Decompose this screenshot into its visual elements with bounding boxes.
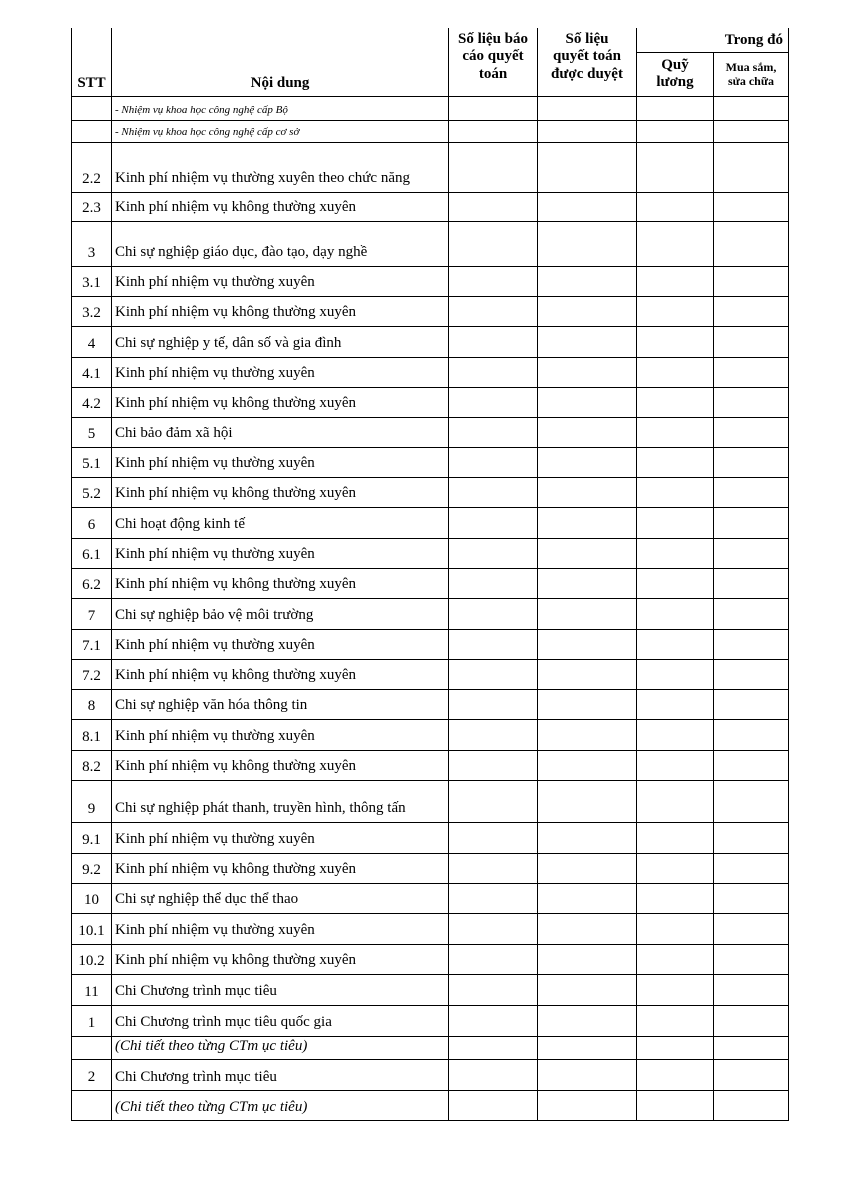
cell-bao-cao (449, 780, 538, 822)
cell-quy-luong (637, 142, 714, 192)
cell-bao-cao (449, 266, 538, 296)
row-content: Kinh phí nhiệm vụ thường xuyên (112, 913, 449, 944)
header-stt: STT (72, 28, 112, 96)
header-so-lieu-duyet-line3: được duyệt (551, 65, 623, 82)
row-content: Chi hoạt động kinh tế (112, 507, 449, 538)
cell-bao-cao (449, 326, 538, 357)
cell-bao-cao (449, 538, 538, 568)
row-content: - Nhiệm vụ khoa học công nghệ cấp cơ sở (112, 120, 449, 142)
row-content: Kinh phí nhiệm vụ thường xuyên (112, 357, 449, 387)
table-row (72, 96, 789, 120)
cell-quy-luong (637, 296, 714, 326)
cell-bao-cao (449, 192, 538, 221)
cell-mua-sam (714, 192, 789, 221)
cell-quy-luong (637, 387, 714, 417)
row-content: Kinh phí nhiệm vụ thường xuyên theo chức năng (112, 142, 449, 192)
cell-duyet (538, 598, 637, 629)
cell-quy-luong (637, 326, 714, 357)
cell-bao-cao (449, 507, 538, 538)
cell-quy-luong (637, 974, 714, 1005)
row-content: Chi sự nghiệp y tế, dân số và gia đình (112, 326, 449, 357)
table-row (72, 750, 789, 780)
header-quy-luong-line1: Quỹ (661, 56, 689, 73)
row-content: Kinh phí nhiệm vụ thường xuyên (112, 266, 449, 296)
row-content: - Nhiệm vụ khoa học công nghệ cấp Bộ (112, 96, 449, 120)
table-row (72, 357, 789, 387)
table-row (72, 538, 789, 568)
cell-duyet (538, 1060, 637, 1091)
header-quy-luong-line2: lương (656, 74, 694, 90)
row-content: Chi sự nghiệp phát thanh, truyền hình, thông tấn (112, 780, 449, 822)
table-row (72, 326, 789, 357)
cell-mua-sam (714, 944, 789, 974)
row-content: Kinh phí nhiệm vụ không thường xuyên (112, 477, 449, 507)
row-stt: 10 (72, 883, 112, 913)
cell-mua-sam (714, 357, 789, 387)
cell-duyet (538, 780, 637, 822)
cell-mua-sam (714, 477, 789, 507)
cell-bao-cao (449, 822, 538, 853)
row-stt (72, 120, 112, 142)
row-stt: 9.1 (72, 822, 112, 853)
header-so-lieu-duyet-line2: quyết toán (553, 48, 621, 65)
row-content: Kinh phí nhiệm vụ thường xuyên (112, 538, 449, 568)
cell-duyet (538, 659, 637, 689)
row-stt: 9 (72, 780, 112, 822)
cell-duyet (538, 387, 637, 417)
row-stt: 3.2 (72, 296, 112, 326)
header-mua-sam-line2: sửa chữa (727, 74, 775, 88)
table-body (72, 96, 789, 1121)
cell-quy-luong (637, 221, 714, 266)
cell-duyet (538, 689, 637, 719)
row-stt: 10.1 (72, 913, 112, 944)
row-stt: 7.2 (72, 659, 112, 689)
cell-quy-luong (637, 1005, 714, 1036)
table-row (72, 780, 789, 822)
table-row (72, 853, 789, 883)
table-row (72, 1036, 789, 1060)
table-row (72, 944, 789, 974)
budget-settlement-table (71, 28, 789, 1121)
header-so-lieu-duyet-line1: Số liệu (565, 31, 609, 47)
cell-mua-sam (714, 822, 789, 853)
table-row (72, 598, 789, 629)
cell-bao-cao (449, 568, 538, 598)
cell-mua-sam (714, 913, 789, 944)
cell-duyet (538, 357, 637, 387)
cell-bao-cao (449, 598, 538, 629)
cell-quy-luong (637, 750, 714, 780)
cell-duyet (538, 221, 637, 266)
table-row (72, 1060, 789, 1091)
cell-bao-cao (449, 689, 538, 719)
header-so-lieu-duyet (538, 28, 637, 96)
row-stt: 11 (72, 974, 112, 1005)
row-content: (Chi tiết theo từng CTm ục tiêu) (112, 1036, 449, 1060)
cell-bao-cao (449, 1036, 538, 1060)
row-stt: 9.2 (72, 853, 112, 883)
row-content: Kinh phí nhiệm vụ thường xuyên (112, 629, 449, 659)
header-trong-do: Trong đó (637, 28, 789, 52)
table-row (72, 221, 789, 266)
cell-mua-sam (714, 568, 789, 598)
cell-mua-sam (714, 974, 789, 1005)
cell-mua-sam (714, 538, 789, 568)
cell-bao-cao (449, 719, 538, 750)
row-content: Kinh phí nhiệm vụ không thường xuyên (112, 944, 449, 974)
cell-duyet (538, 326, 637, 357)
cell-mua-sam (714, 1060, 789, 1091)
cell-mua-sam (714, 507, 789, 538)
row-stt: 5.2 (72, 477, 112, 507)
cell-quy-luong (637, 192, 714, 221)
header-mua-sam-line1: Mua sắm, (725, 59, 777, 74)
cell-bao-cao (449, 944, 538, 974)
row-stt: 2.2 (72, 142, 112, 192)
row-content: Chi Chương trình mục tiêu (112, 974, 449, 1005)
cell-bao-cao (449, 120, 538, 142)
table-row (72, 659, 789, 689)
table-row (72, 719, 789, 750)
table-row (72, 629, 789, 659)
row-stt (72, 96, 112, 120)
cell-quy-luong (637, 417, 714, 447)
row-content: Chi sự nghiệp thể dục thể thao (112, 883, 449, 913)
cell-quy-luong (637, 629, 714, 659)
row-content: Kinh phí nhiệm vụ không thường xuyên (112, 659, 449, 689)
cell-duyet (538, 447, 637, 477)
row-stt: 1 (72, 1005, 112, 1036)
cell-quy-luong (637, 507, 714, 538)
row-content: Kinh phí nhiệm vụ không thường xuyên (112, 750, 449, 780)
cell-mua-sam (714, 883, 789, 913)
row-content: Chi Chương trình mục tiêu (112, 1060, 449, 1091)
cell-mua-sam (714, 296, 789, 326)
row-stt: 4.2 (72, 387, 112, 417)
cell-mua-sam (714, 326, 789, 357)
table-row (72, 822, 789, 853)
cell-quy-luong (637, 1091, 714, 1121)
row-content: Kinh phí nhiệm vụ thường xuyên (112, 822, 449, 853)
table-row (72, 689, 789, 719)
row-content: Kinh phí nhiệm vụ không thường xuyên (112, 568, 449, 598)
cell-mua-sam (714, 96, 789, 120)
cell-quy-luong (637, 883, 714, 913)
header-so-lieu-bao-cao-line2: cáo quyết (462, 48, 524, 65)
cell-duyet (538, 974, 637, 1005)
row-stt (72, 1091, 112, 1121)
table-row (72, 142, 789, 192)
row-content: Kinh phí nhiệm vụ không thường xuyên (112, 192, 449, 221)
table-row (72, 507, 789, 538)
row-stt: 5 (72, 417, 112, 447)
row-stt: 8 (72, 689, 112, 719)
cell-duyet (538, 853, 637, 883)
cell-quy-luong (637, 568, 714, 598)
cell-duyet (538, 142, 637, 192)
cell-duyet (538, 296, 637, 326)
cell-quy-luong (637, 822, 714, 853)
header-noi-dung: Nội dung (112, 28, 449, 96)
cell-duyet (538, 120, 637, 142)
cell-duyet (538, 629, 637, 659)
table-row (72, 1005, 789, 1036)
table-row (72, 296, 789, 326)
row-stt: 2 (72, 1060, 112, 1091)
cell-duyet (538, 913, 637, 944)
cell-mua-sam (714, 221, 789, 266)
cell-mua-sam (714, 417, 789, 447)
cell-mua-sam (714, 266, 789, 296)
row-stt: 4.1 (72, 357, 112, 387)
cell-bao-cao (449, 142, 538, 192)
cell-quy-luong (637, 120, 714, 142)
table-row (72, 477, 789, 507)
header-mua-sam (714, 52, 789, 96)
cell-duyet (538, 192, 637, 221)
cell-bao-cao (449, 974, 538, 1005)
row-stt: 2.3 (72, 192, 112, 221)
cell-duyet (538, 883, 637, 913)
table-row (72, 913, 789, 944)
cell-duyet (538, 266, 637, 296)
cell-bao-cao (449, 96, 538, 120)
table-row (72, 447, 789, 477)
row-content: Chi sự nghiệp văn hóa thông tin (112, 689, 449, 719)
header-so-lieu-bao-cao (449, 28, 538, 96)
row-stt: 6.2 (72, 568, 112, 598)
row-stt: 3.1 (72, 266, 112, 296)
cell-duyet (538, 417, 637, 447)
cell-duyet (538, 538, 637, 568)
cell-bao-cao (449, 387, 538, 417)
cell-quy-luong (637, 913, 714, 944)
row-content: Kinh phí nhiệm vụ thường xuyên (112, 719, 449, 750)
cell-duyet (538, 1091, 637, 1121)
cell-bao-cao (449, 447, 538, 477)
cell-bao-cao (449, 1060, 538, 1091)
cell-quy-luong (637, 780, 714, 822)
cell-bao-cao (449, 417, 538, 447)
row-stt: 6.1 (72, 538, 112, 568)
cell-quy-luong (637, 659, 714, 689)
cell-duyet (538, 822, 637, 853)
cell-bao-cao (449, 629, 538, 659)
row-stt (72, 1036, 112, 1060)
cell-bao-cao (449, 659, 538, 689)
table-row (72, 568, 789, 598)
table-row (72, 974, 789, 1005)
cell-quy-luong (637, 1036, 714, 1060)
row-content: Kinh phí nhiệm vụ không thường xuyên (112, 853, 449, 883)
row-stt: 8.2 (72, 750, 112, 780)
cell-mua-sam (714, 853, 789, 883)
cell-duyet (538, 944, 637, 974)
cell-mua-sam (714, 598, 789, 629)
header-so-lieu-bao-cao-line1: Số liệu báo (457, 31, 529, 47)
cell-quy-luong (637, 944, 714, 974)
cell-duyet (538, 96, 637, 120)
row-content: Kinh phí nhiệm vụ không thường xuyên (112, 387, 449, 417)
cell-quy-luong (637, 598, 714, 629)
row-content: Chi sự nghiệp bảo vệ môi trường (112, 598, 449, 629)
cell-quy-luong (637, 477, 714, 507)
table-row (72, 883, 789, 913)
cell-duyet (538, 507, 637, 538)
header-so-lieu-bao-cao-line3: toán (478, 65, 508, 82)
cell-quy-luong (637, 96, 714, 120)
cell-duyet (538, 750, 637, 780)
cell-mua-sam (714, 120, 789, 142)
row-stt: 5.1 (72, 447, 112, 477)
cell-quy-luong (637, 853, 714, 883)
header-quy-luong (637, 52, 714, 96)
row-content: Chi sự nghiệp giáo dục, đào tạo, dạy nghề (112, 221, 449, 266)
cell-bao-cao (449, 883, 538, 913)
cell-bao-cao (449, 357, 538, 387)
cell-mua-sam (714, 719, 789, 750)
cell-quy-luong (637, 1060, 714, 1091)
cell-quy-luong (637, 447, 714, 477)
cell-bao-cao (449, 221, 538, 266)
row-stt: 7.1 (72, 629, 112, 659)
table-row (72, 1091, 789, 1121)
cell-mua-sam (714, 447, 789, 477)
cell-bao-cao (449, 296, 538, 326)
cell-duyet (538, 719, 637, 750)
cell-bao-cao (449, 913, 538, 944)
row-stt: 3 (72, 221, 112, 266)
row-content: Kinh phí nhiệm vụ không thường xuyên (112, 296, 449, 326)
table-row (72, 120, 789, 142)
table-row (72, 192, 789, 221)
cell-duyet (538, 1036, 637, 1060)
cell-mua-sam (714, 1036, 789, 1060)
cell-mua-sam (714, 387, 789, 417)
cell-bao-cao (449, 1005, 538, 1036)
cell-mua-sam (714, 1091, 789, 1121)
table-row (72, 387, 789, 417)
cell-bao-cao (449, 750, 538, 780)
cell-quy-luong (637, 266, 714, 296)
cell-quy-luong (637, 357, 714, 387)
cell-mua-sam (714, 629, 789, 659)
cell-quy-luong (637, 538, 714, 568)
row-stt: 7 (72, 598, 112, 629)
cell-bao-cao (449, 1091, 538, 1121)
cell-duyet (538, 477, 637, 507)
row-stt: 8.1 (72, 719, 112, 750)
cell-mua-sam (714, 1005, 789, 1036)
row-content: (Chi tiết theo từng CTm ục tiêu) (112, 1091, 449, 1121)
cell-mua-sam (714, 780, 789, 822)
table-row (72, 417, 789, 447)
cell-mua-sam (714, 659, 789, 689)
cell-mua-sam (714, 689, 789, 719)
row-content: Kinh phí nhiệm vụ thường xuyên (112, 447, 449, 477)
table-row (72, 266, 789, 296)
row-stt: 6 (72, 507, 112, 538)
cell-mua-sam (714, 142, 789, 192)
cell-mua-sam (714, 750, 789, 780)
cell-quy-luong (637, 719, 714, 750)
row-stt: 4 (72, 326, 112, 357)
row-content: Chi Chương trình mục tiêu quốc gia (112, 1005, 449, 1036)
cell-duyet (538, 1005, 637, 1036)
cell-bao-cao (449, 477, 538, 507)
row-stt: 10.2 (72, 944, 112, 974)
cell-bao-cao (449, 853, 538, 883)
cell-quy-luong (637, 689, 714, 719)
row-content: Chi bảo đảm xã hội (112, 417, 449, 447)
cell-duyet (538, 568, 637, 598)
